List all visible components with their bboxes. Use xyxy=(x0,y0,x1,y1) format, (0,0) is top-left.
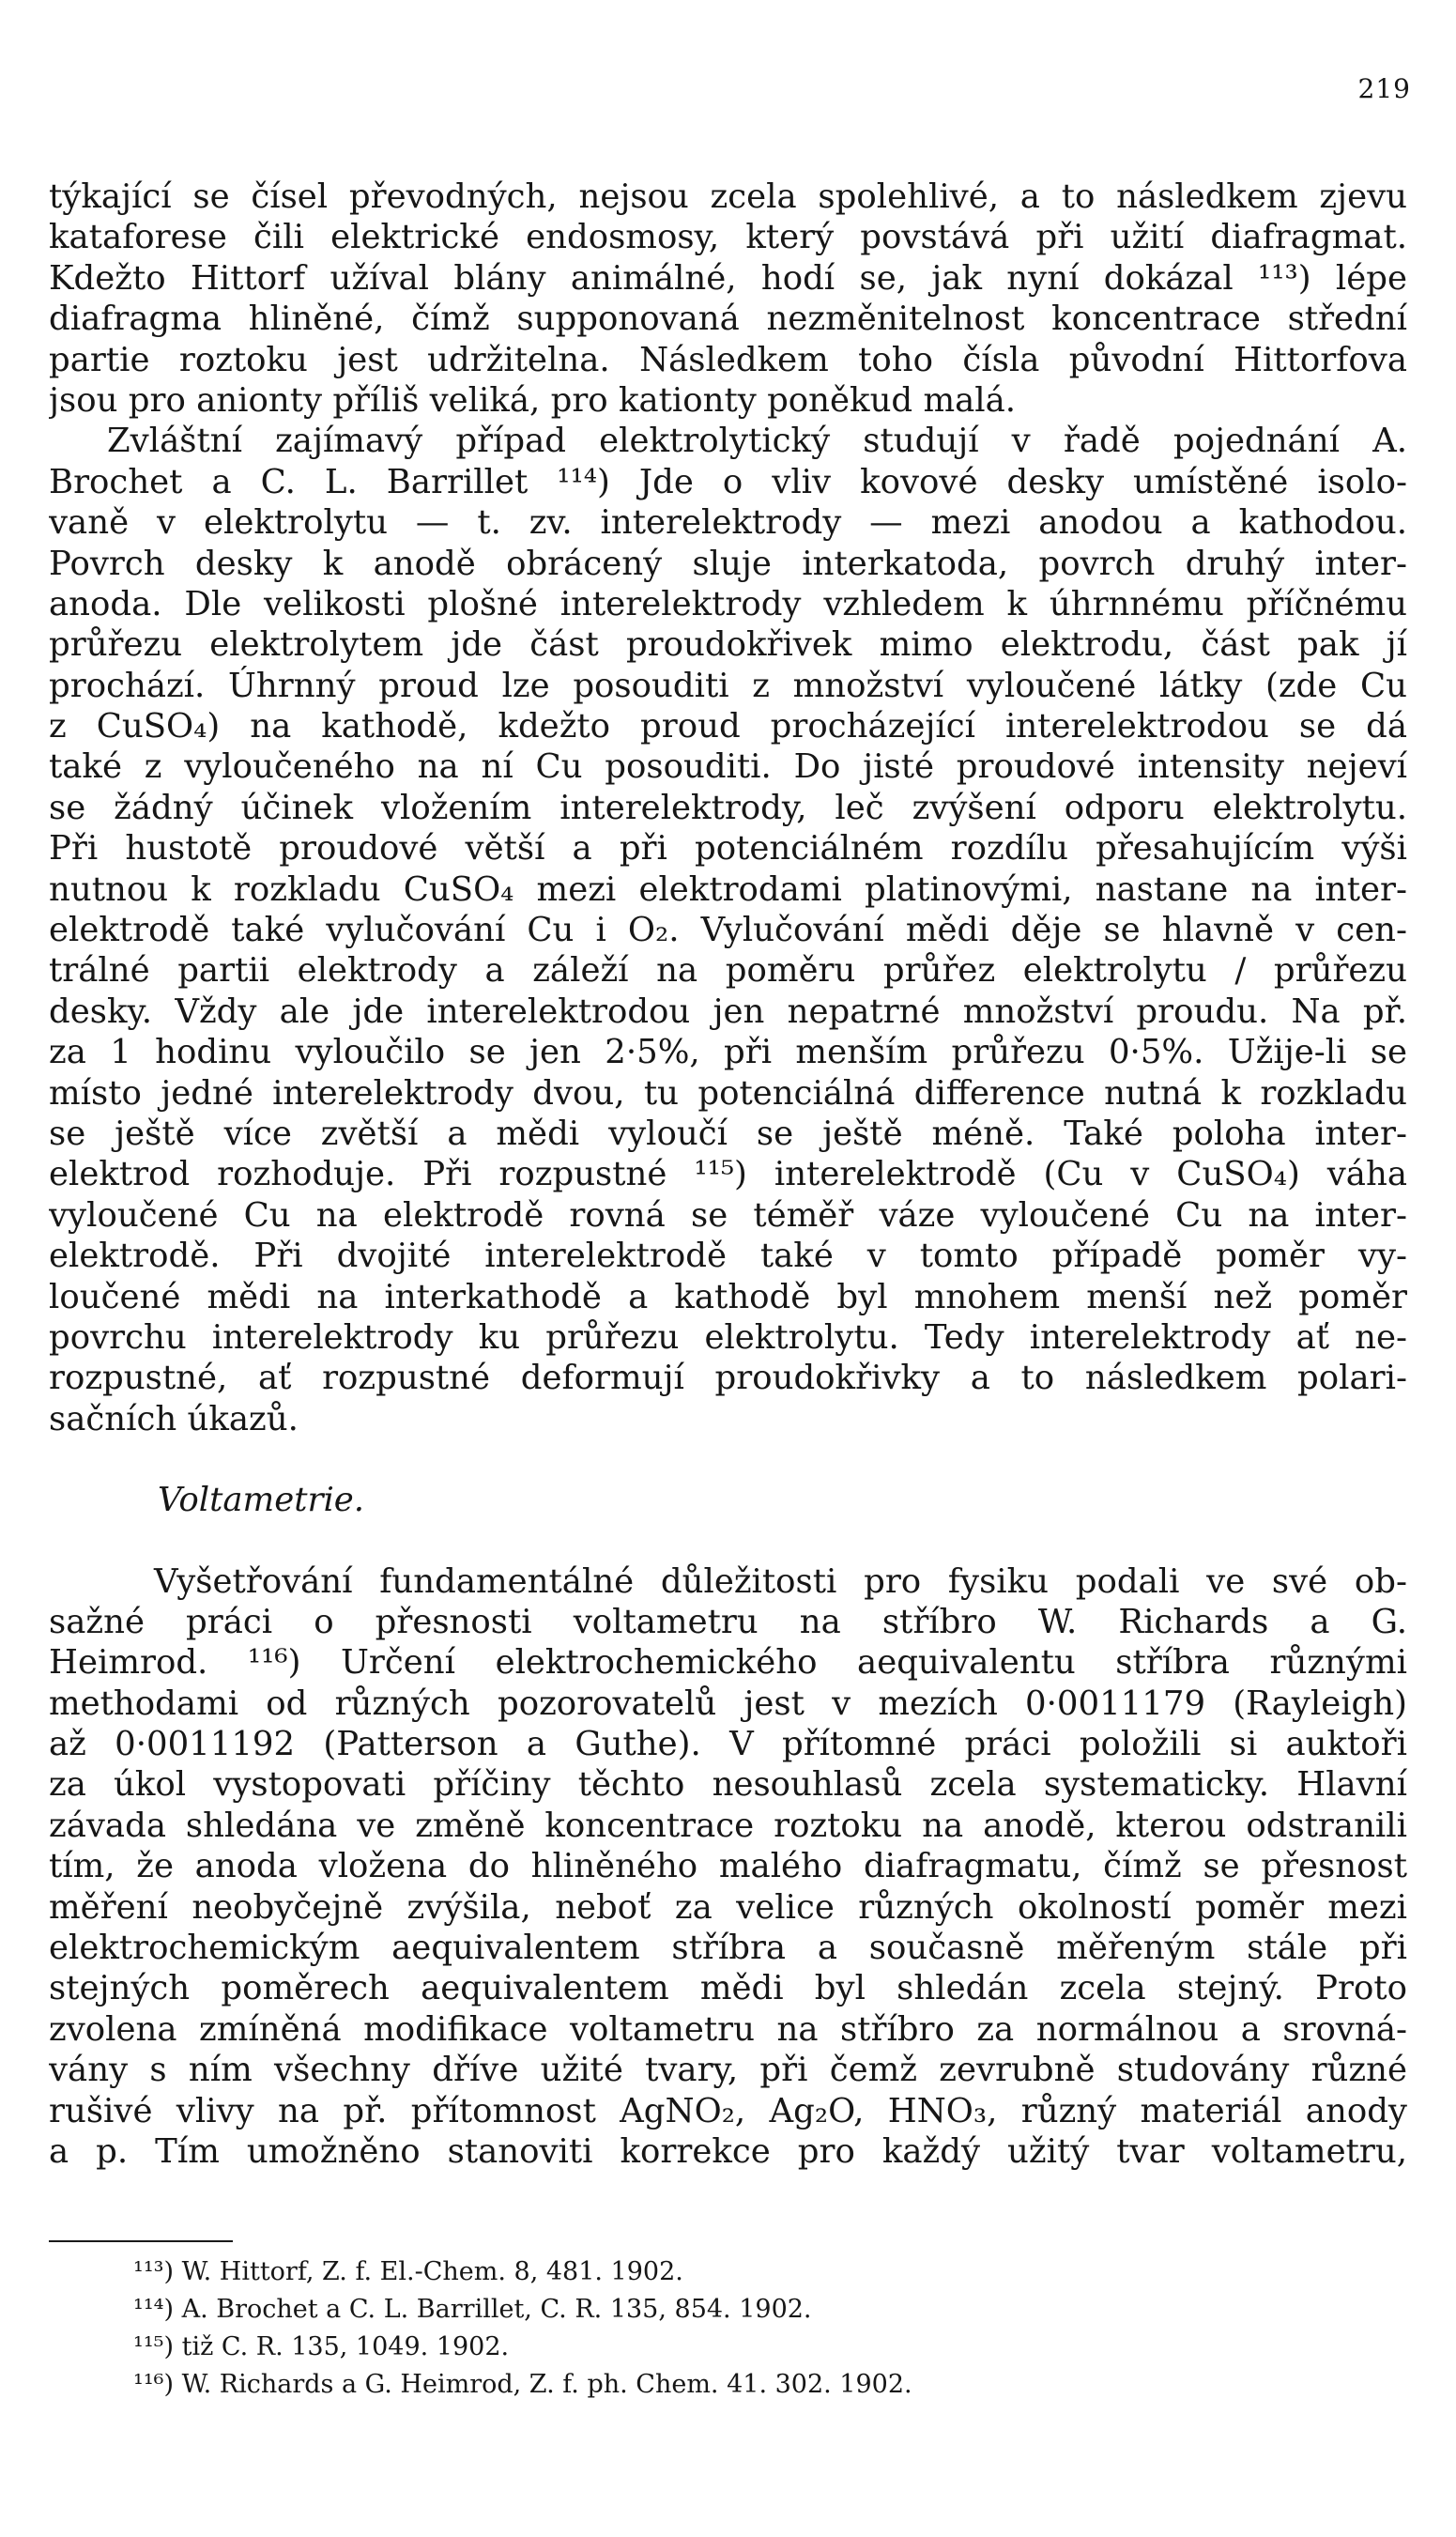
text-line: anoda. Dle velikosti plošné interelektrody vzhledem k úhrnnému příčnému xyxy=(49,584,1407,623)
text-line: partie roztoku jest udržitelna. Následkem toho čísla původní Hittorfova xyxy=(49,340,1407,379)
paragraph-transference-numbers xyxy=(49,177,1407,421)
text-line: trálné partii elektrody a záleží na poměru průřez elektrolytu / průřezu xyxy=(49,951,1407,991)
text-line: také z vyloučeného na ní Cu posouditi. Do jisté proudové intensity nejeví xyxy=(49,747,1407,787)
text-line: týkající se čísel převodných, nejsou zcela spolehlivé, a to následkem zjevu xyxy=(49,177,1407,216)
footnote-116: ¹¹⁶) W. Richards a G. Heimrod, Z. f. ph. Chem. 41. 302. 1902. xyxy=(133,2370,912,2399)
text-line: za úkol vystopovati příčiny těchto nesouhlasů zcela systematicky. Hlavní xyxy=(49,1765,1407,1805)
text-line: elektrodě také vylučování Cu i O₂. Vylučování mědi děje se hlavně v cen- xyxy=(49,911,1407,950)
text-line: povrchu interelektrody ku průřezu elektrolytu. Tedy interelektrody ať ne- xyxy=(49,1317,1407,1357)
page-number: 219 xyxy=(1357,73,1411,104)
text-line: z CuSO₄) na kathodě, kdežto proud procházející interelektrodou se dá xyxy=(49,707,1407,746)
text-line: vaně v elektrolytu — t. zv. interelektrody — mezi anodou a kathodou. xyxy=(49,503,1407,543)
text-line: vyloučené Cu na elektrodě rovná se téměř váze vyloučené Cu na inter- xyxy=(49,1195,1407,1235)
text-line: desky. Vždy ale jde interelektrodou jen nepatrné množství proudu. Na př. xyxy=(49,992,1407,1031)
text-line: jsou pro anionty příliš veliká, pro kationty poněkud malá. xyxy=(49,380,1017,420)
text-line: methodami od různých pozorovatelů jest v mezích 0·0011179 (Rayleigh) xyxy=(49,1684,1407,1723)
section-heading: Voltametrie. xyxy=(158,1481,365,1520)
text-line: a p. Tím umožněno stanoviti korrekce pro každý užitý tvar voltametru, xyxy=(49,2131,1407,2171)
paragraph-interelectrode xyxy=(49,421,1407,1439)
text-line: místo jedné interelektrody dvou, tu potenciálná difference nutná k rozkladu xyxy=(49,1073,1407,1113)
footnotes xyxy=(133,2253,1354,2404)
footnote-divider xyxy=(49,2240,233,2242)
text-line: sačních úkazů. xyxy=(49,1399,299,1438)
text-line: vány s ním všechny dříve užité tvary, při čemž zevrubně studovány různé xyxy=(49,2051,1407,2090)
text-line: tím, že anoda vložena do hliněného malého diafragmatu, čímž se přesnost xyxy=(49,1847,1407,1886)
text-line: kataforese čili elektrické endosmosy, který povstává při užití diafragmat. xyxy=(49,218,1407,257)
text-line: zvolena zmíněná modifikace voltametru na stříbro za normálnou a srovná- xyxy=(49,2009,1407,2049)
text-line: prochází. Úhrnný proud lze posouditi z množství vyloučené látky (zde Cu xyxy=(49,666,1407,705)
text-line: se ještě více zvětší a mědi vyloučí se ještě méně. Také poloha inter- xyxy=(49,1114,1407,1153)
footnote-115: ¹¹⁵) tiž C. R. 135, 1049. 1902. xyxy=(133,2332,510,2361)
text-line: Brochet a C. L. Barrillet ¹¹⁴) Jde o vliv kovové desky umístěné isolo- xyxy=(49,462,1407,501)
text-line: elektrod rozhoduje. Při rozpustné ¹¹⁵) interelektrodě (Cu v CuSO₄) váha xyxy=(49,1155,1407,1194)
text-line: až 0·0011192 (Patterson a Guthe). V přítomné práci položili si auktoři xyxy=(49,1725,1407,1764)
text-line: rušivé vlivy na př. přítomnost AgNO₂, Ag₂O, HNO₃, různý materiál anody xyxy=(49,2091,1407,2130)
text-line: Při hustotě proudové větší a při potenciálném rozdílu přesahujícím výši xyxy=(49,829,1407,869)
text-line: průřezu elektrolytem jde část proudokřivek mimo elektrodu, část pak jí xyxy=(49,625,1407,665)
footnote-113: ¹¹³) W. Hittorf, Z. f. El.-Chem. 8, 481. 1902. xyxy=(133,2257,683,2286)
text-line: sažné práci o přesnosti voltametru na stříbro W. Richards a G. xyxy=(49,1602,1407,1641)
text-line: loučené mědi na interkathodě a kathodě byl mnohem menší než poměr xyxy=(49,1277,1407,1316)
text-line: závada shledána ve změně koncentrace roztoku na anodě, kterou odstranili xyxy=(49,1806,1407,1845)
text-line: nutnou k rozkladu CuSO₄ mezi elektrodami platinovými, nastane na inter- xyxy=(49,869,1407,909)
paragraph-voltametry xyxy=(49,1561,1407,2173)
text-line: diafragma hliněné, čímž supponovaná nezměnitelnost koncentrace střední xyxy=(49,300,1407,339)
text-line: Heimrod. ¹¹⁶) Určení elektrochemického aequivalentu stříbra různými xyxy=(49,1643,1407,1683)
text-line: stejných poměrech aequivalentem mědi byl shledán zcela stejný. Proto xyxy=(49,1969,1407,2008)
body-text xyxy=(49,177,1407,2172)
text-line: měření neobyčejně zvýšila, neboť za velice různých okolností poměr mezi xyxy=(49,1887,1407,1927)
text-line: rozpustné, ať rozpustné deformují proudokřivky a to následkem polari- xyxy=(49,1359,1407,1398)
text-line: elektrodě. Při dvojité interelektrodě také v tomto případě poměr vy- xyxy=(49,1237,1407,1276)
text-line: za 1 hodinu vyloučilo se jen 2·5%, při menším průřezu 0·5%. Užije-li se xyxy=(49,1033,1407,1072)
text-line: se žádný účinek vložením interelektrody, leč zvýšení odporu elektrolytu. xyxy=(49,788,1407,827)
footnote-114: ¹¹⁴) A. Brochet a C. L. Barrillet, C. R. 135, 854. 1902. xyxy=(133,2295,812,2324)
text-line: elektrochemickým aequivalentem stříbra a současně měřeným stále při xyxy=(49,1929,1407,1968)
text-line: Zvláštní zajímavý případ elektrolytický studují v řadě pojednání A. xyxy=(107,422,1407,461)
text-line: Vyšetřování fundamentálné důležitosti pro fysiku podali ve své ob- xyxy=(154,1561,1407,1601)
text-line: Povrch desky k anodě obrácený sluje interkatoda, povrch druhý inter- xyxy=(49,544,1407,583)
text-line: Kdežto Hittorf užíval blány animálné, hodí se, jak nyní dokázal ¹¹³) lépe xyxy=(49,258,1407,298)
